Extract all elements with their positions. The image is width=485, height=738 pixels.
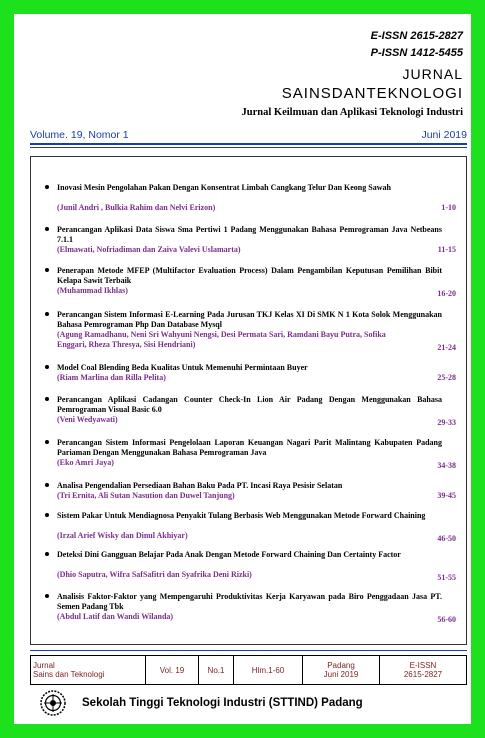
- footer-place-line1: Padang: [327, 661, 355, 670]
- footer-journal: [31, 656, 146, 685]
- bullet-icon: [45, 365, 49, 369]
- article-title: Perancangan Aplikasi Cadangan Counter Check-In Lion Air Padang Dengan Menggunakan Bahasa Pemrograman Visual Basic 6.0: [57, 395, 442, 414]
- article-title: Inovasi Mesin Pengolahan Pakan Dengan Konsentrat Limbah Cangkang Telur Dan Keong Sawah: [57, 183, 391, 192]
- article-pages: 11-15: [437, 245, 456, 254]
- article-pages: 56-60: [437, 615, 456, 624]
- eissn: E-ISSN 2615-2827: [370, 30, 463, 42]
- footer-issn-line2: 2615-2827: [403, 670, 443, 679]
- divider-top: [30, 143, 467, 145]
- footer-no: No.1: [199, 656, 234, 685]
- footer-place: [303, 656, 380, 685]
- article-title: Perancangan Aplikasi Data Siswa Sma Pertiwi 1 Padang Menggunakan Bahasa Pemrograman Java Netbeans 7.1.1: [57, 225, 442, 244]
- volume-bar: [30, 127, 467, 143]
- bullet-icon: [45, 268, 49, 272]
- bullet-icon: [45, 227, 49, 231]
- article-title: Penerapan Metode MFEP (Multifactor Evaluation Process) Dalam Pengambilan Keputusan Pemilihan Bibit Kelapa Sawit Terbaik: [57, 266, 442, 285]
- journal-title-line1: JURNAL: [402, 66, 463, 82]
- article-authors: (Junil Andri , Bulkia Rahim dan Nelvi Erizon): [57, 203, 216, 212]
- article-authors: (Elmawati, Nofriadiman dan Zaiva Valevi Uslamarta): [57, 245, 241, 254]
- article-pages: 51-55: [437, 573, 456, 582]
- footer-issn: [380, 656, 467, 685]
- article-authors: (Muhammad Ikhlas): [57, 286, 128, 295]
- institution-name: Sekolah Tinggi Teknologi Industri (STTIND) Padang: [82, 697, 363, 709]
- article-pages: 34-38: [437, 461, 456, 470]
- article-title: Sistem Pakar Untuk Mendiagnosa Penyakit Tulang Berbasis Web Menggunakan Metode Forward Chaining: [57, 511, 426, 520]
- article-pages: 16-20: [437, 289, 456, 298]
- footer-place-line2: Juni 2019: [323, 670, 359, 679]
- article-authors: (Eko Amri Jaya): [57, 458, 114, 467]
- issue-date: Juni 2019: [421, 129, 467, 141]
- bullet-icon: [45, 594, 49, 598]
- article-pages: 46-50: [437, 534, 456, 543]
- bullet-icon: [45, 483, 49, 487]
- article-title: Model Coal Blending Beda Kualitas Untuk Memenuhi Permintaan Buyer: [57, 363, 308, 372]
- article-title: Analisa Pengendalian Persediaan Bahan Baku Pada PT. Incasi Raya Pesisir Selatan: [57, 481, 343, 490]
- article-authors: (Veni Wedyawati): [57, 415, 118, 424]
- footer-journal-line1: Jurnal: [33, 661, 55, 670]
- bullet-icon: [45, 185, 49, 189]
- volume-number: Volume. 19, Nomor 1: [30, 129, 129, 141]
- journal-title-line2: SAINSDANTEKNOLOGI: [281, 85, 463, 102]
- article-pages: 29-33: [437, 418, 456, 427]
- article-pages: 21-24: [437, 343, 456, 352]
- institution-seal-icon: [40, 690, 66, 716]
- article-title: Perancangan Sistem Informasi Pengelolaan Laporan Keuangan Nagari Parit Malintang Kabupaten Padang Pariaman Dengan Menggunakan Bahasa Pemrograman Java: [57, 438, 442, 457]
- article-pages: 25-28: [437, 373, 456, 382]
- bullet-icon: [45, 312, 49, 316]
- pissn: P-ISSN 1412-5455: [370, 47, 463, 59]
- article-title: Deteksi Dini Gangguan Belajar Pada Anak Dengan Metode Forward Chaining Dan Certainty Factor: [57, 550, 401, 559]
- cover-page: [14, 14, 471, 724]
- article-authors: (Tri Ernita, Ali Sutan Nasution dan Duwel Tanjung): [57, 491, 235, 500]
- journal-subtitle: Jurnal Keilmuan dan Aplikasi Teknologi Industri: [241, 107, 463, 118]
- divider-bottom: [30, 650, 467, 651]
- article-authors: (Riam Marlina dan Rilla Pelita): [57, 373, 166, 382]
- bullet-icon: [45, 440, 49, 444]
- footer-issn-line1: E-ISSN: [409, 661, 437, 670]
- article-authors: (Dhio Saputra, Wifra SafSafitri dan Syafrika Deni Rizki): [57, 570, 252, 579]
- article-title: Perancangan Sistem Informasi E-Learning Pada Jurusan TKJ Kelas XI Di SMK N 1 Kota Solok Menggunakan Bahasa Pemrograman Php Dan Database Mysql: [57, 310, 442, 329]
- article-authors: (Irzal Arief Wisky dan Dinul Akhiyar): [57, 531, 188, 540]
- article-authors: (Abdul Latif dan Wandi Wilanda): [57, 612, 174, 621]
- bullet-icon: [45, 513, 49, 517]
- footer-journal-line2: Sains dan Teknologi: [33, 670, 105, 679]
- table-of-contents: [30, 156, 467, 645]
- footer-vol: Vol. 19: [146, 656, 199, 685]
- bullet-icon: [45, 552, 49, 556]
- bullet-icon: [45, 397, 49, 401]
- article-pages: 1-10: [441, 203, 456, 212]
- footer-pages: Hlm.1-60: [234, 656, 303, 685]
- article-authors: (Agung Ramadhanu, Neni Sri Wahyuni Nengsi, Desi Permata Sari, Ramdani Bayu Putra, Sofika Enggari, Rheza Thresya, Sisi Hendriani): [57, 330, 386, 349]
- article-title: Analisis Faktor-Faktor yang Mempengaruhi Produktivitas Kerja Karyawan pada Biro Penggadaan Jasa PT. Semen Padang Tbk: [57, 592, 442, 611]
- article-pages: 39-45: [437, 491, 456, 500]
- footer-info-table: [30, 655, 467, 685]
- divider-top-thin: [30, 147, 467, 148]
